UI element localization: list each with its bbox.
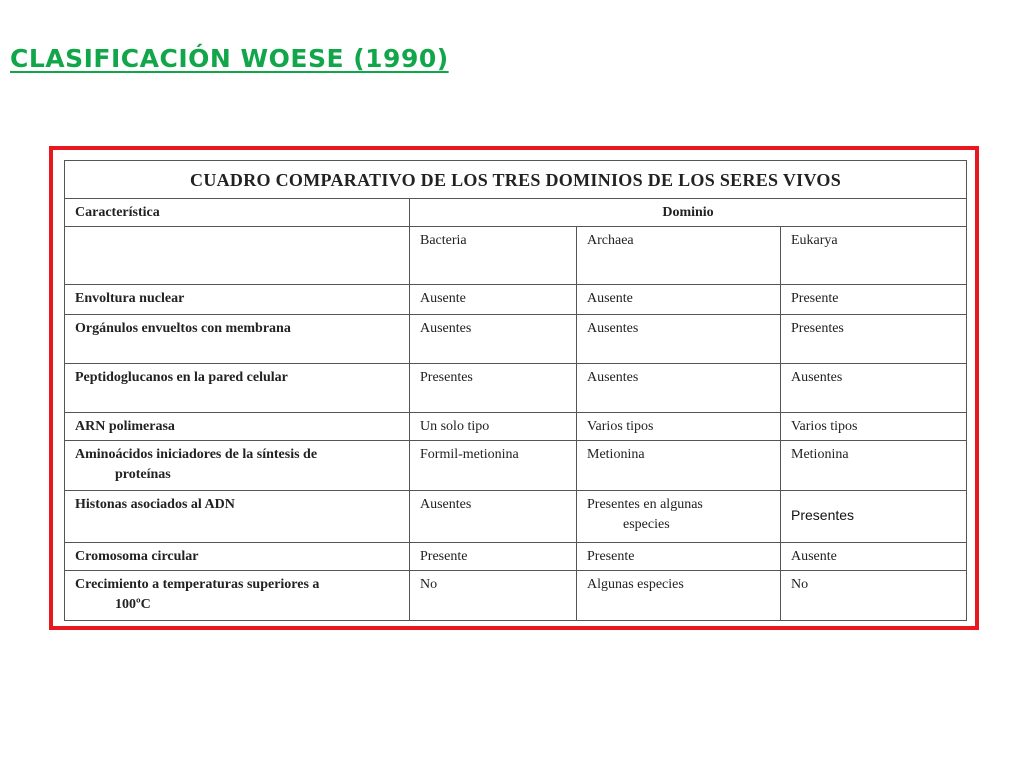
cell-bacteria: Formil-metionina — [410, 441, 577, 491]
cell-eukarya — [781, 491, 967, 543]
row-label: Cromosoma circular — [65, 543, 410, 571]
cell-archaea-line-2: especies — [623, 517, 670, 532]
table-row — [65, 491, 967, 543]
cell-eukarya: Ausente — [781, 543, 967, 571]
cell-eukarya-overlay-text: Presentes — [791, 507, 855, 523]
comparison-table — [64, 160, 967, 621]
cell-bacteria: Ausentes — [410, 315, 577, 364]
table-row — [65, 441, 967, 491]
cell-archaea: Algunas especies — [577, 571, 781, 621]
cell-bacteria: No — [410, 571, 577, 621]
row-label-line-2: 100ºC — [115, 597, 151, 612]
table-frame — [49, 146, 979, 630]
cell-archaea-line-1: Presentes en algunas — [587, 497, 703, 512]
row-label-line-1: Aminoácidos iniciadores de la síntesis de — [75, 447, 318, 462]
cell-bacteria: Presente — [410, 543, 577, 571]
domain-names-row — [65, 227, 967, 285]
row-label-line-2: proteínas — [115, 467, 171, 482]
domain-names-empty — [65, 227, 410, 285]
cell-archaea: Metionina — [577, 441, 781, 491]
cell-archaea: Ausentes — [577, 315, 781, 364]
table-row — [65, 315, 967, 364]
cell-archaea: Ausente — [577, 285, 781, 315]
row-label: Envoltura nuclear — [65, 285, 410, 315]
cell-archaea: Presente — [577, 543, 781, 571]
row-label — [65, 571, 410, 621]
cell-bacteria: Ausentes — [410, 491, 577, 543]
cell-archaea — [577, 491, 781, 543]
header-caracteristica: Característica — [65, 199, 410, 227]
cell-bacteria: Un solo tipo — [410, 413, 577, 441]
table-row — [65, 571, 967, 621]
row-label: Orgánulos envueltos con membrana — [65, 315, 410, 364]
cell-eukarya: Varios tipos — [781, 413, 967, 441]
header-dominio: Dominio — [410, 199, 967, 227]
table-image — [64, 160, 966, 620]
table-row — [65, 543, 967, 571]
row-label: Peptidoglucanos en la pared celular — [65, 364, 410, 413]
slide-title: CLASIFICACIÓN WOESE (1990) — [10, 44, 449, 73]
domain-eukarya: Eukarya — [781, 227, 967, 285]
row-label-line-1: Crecimiento a temperaturas superiores a — [75, 577, 320, 592]
domain-archaea: Archaea — [577, 227, 781, 285]
table-row — [65, 285, 967, 315]
row-label — [65, 441, 410, 491]
cell-bacteria: Ausente — [410, 285, 577, 315]
cell-eukarya: Presentes — [781, 315, 967, 364]
row-label: ARN polimerasa — [65, 413, 410, 441]
table-title: CUADRO COMPARATIVO DE LOS TRES DOMINIOS DE LOS SERES VIVOS — [65, 161, 967, 199]
table-row — [65, 364, 967, 413]
header-row — [65, 199, 967, 227]
cell-eukarya: Presente — [781, 285, 967, 315]
cell-eukarya: Metionina — [781, 441, 967, 491]
row-label: Histonas asociados al ADN — [65, 491, 410, 543]
cell-eukarya: No — [781, 571, 967, 621]
table-title-row — [65, 161, 967, 199]
table-row — [65, 413, 967, 441]
cell-archaea: Varios tipos — [577, 413, 781, 441]
cell-eukarya: Ausentes — [781, 364, 967, 413]
cell-archaea: Ausentes — [577, 364, 781, 413]
domain-bacteria: Bacteria — [410, 227, 577, 285]
cell-bacteria: Presentes — [410, 364, 577, 413]
